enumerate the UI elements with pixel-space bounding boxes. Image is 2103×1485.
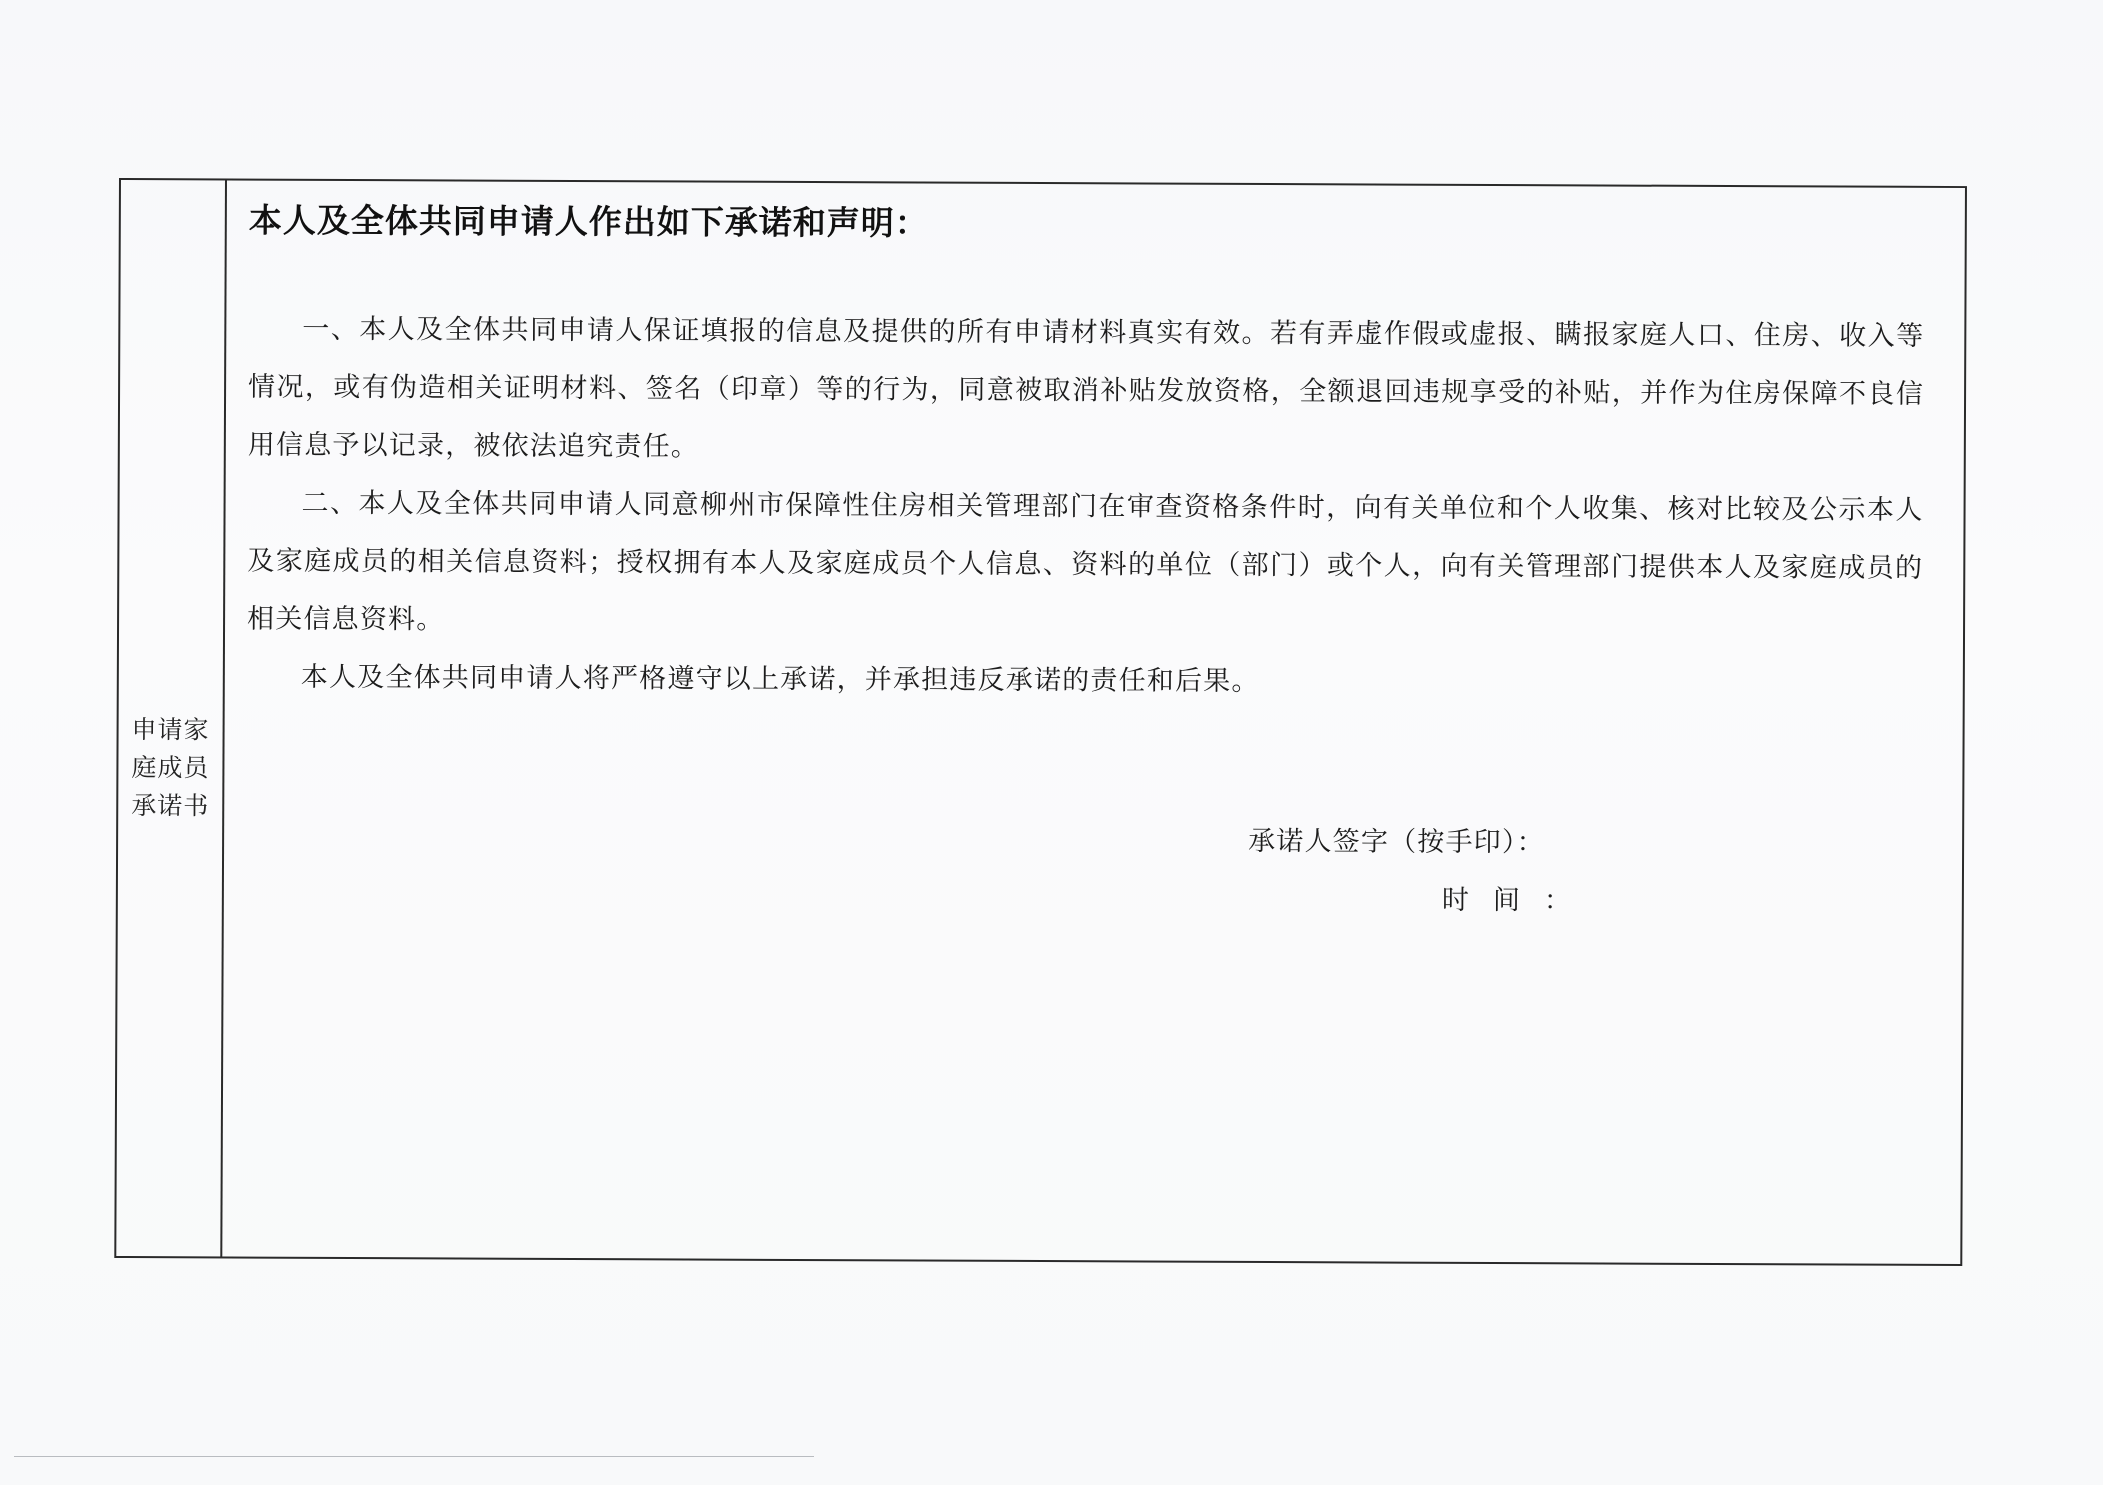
commitment-heading: 本人及全体共同申请人作出如下承诺和声明： [248,200,929,243]
commitment-closing: 本人及全体共同申请人将严格遵守以上承诺，并承担违反承诺的责任和后果。 [300,661,1260,697]
signature-line [1248,813,1572,872]
signature-block [1248,813,1573,930]
commitment-content-cell [222,180,1965,1264]
commitment-table [114,178,1967,1266]
row-label-cell [116,180,227,1256]
signature-label: 承诺人签字（按手印）： [1248,825,1545,859]
row-label: 申请家庭成员承诺书 [131,715,210,821]
commitment-clause-1: 一、本人及全体共同申请人保证填报的信息及提供的所有申请材料真实有效。若有弄虚作假或虚报、瞒报家庭人口、住房、收入等情况，或有伪造相关证明材料、签名（印章）等的行为，同意被取消补贴发放资格，全额退回违规享受的补贴，并作为住房保障不良信用信息予以记录，被依法追究责任。 [247,313,1925,463]
time-label: 时间 [1441,884,1544,917]
commitment-clause-2: 二、本人及全体共同申请人同意柳州市保障性住房相关管理部门在审查资格条件时，向有关单位和个人收集、核对比较及公示本人及家庭成员的相关信息资料；授权拥有本人及家庭成员个人信息、资料的单位（部门）或个人，向有关管理部门提供本人及家庭成员的相关信息资料。 [247,487,1924,636]
time-colon: ： [1543,885,1573,917]
commitment-body [247,301,1925,714]
time-line [1248,871,1572,930]
page-bottom-rule [14,1456,814,1457]
